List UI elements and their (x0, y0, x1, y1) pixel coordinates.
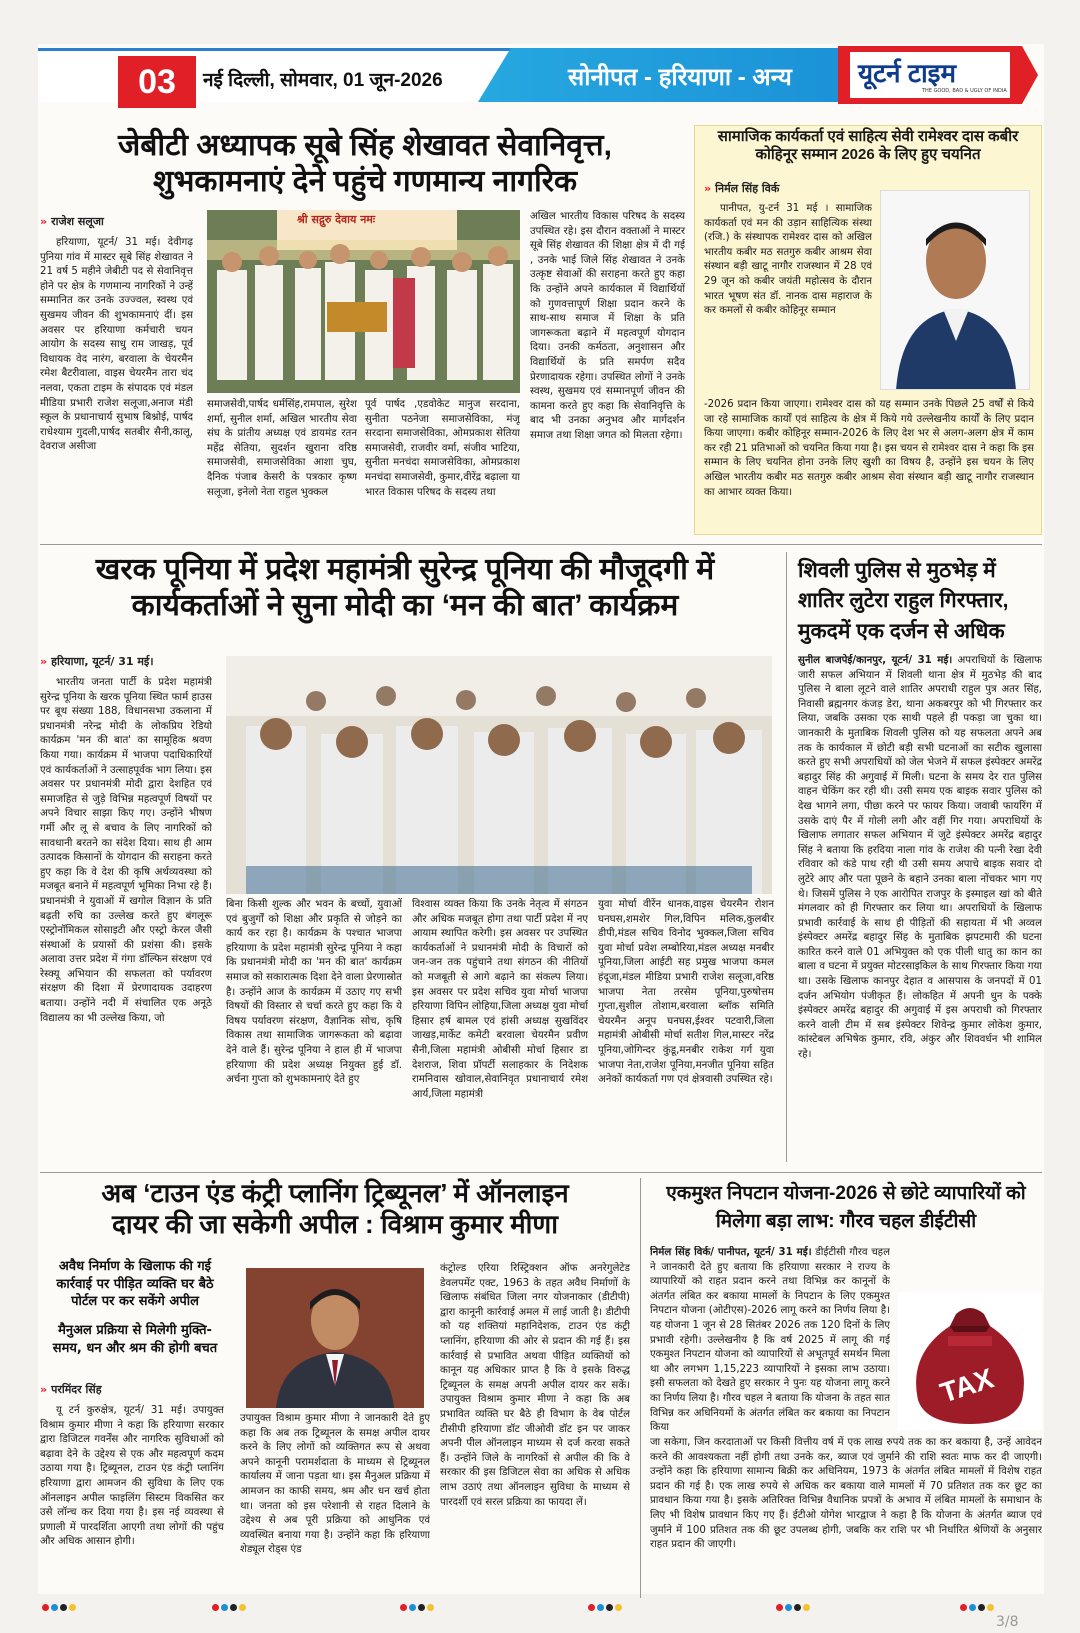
story1-col2: समाजसेवी,पार्षद धर्मसिंह,रामपाल, सुरेश शर्मा, सुनील शर्मा, अखिल भारतीय सेवा संघ के प्रांतीय अध्यक्ष एवं डायमंड रतन महेंद्र सेतिया, सुदर्शन खुराना वरिष्ठ समाजसेवी, समाजसेविका आशा चुघ, दैनिक पंजाब केसरी के पत्रकार कृष्ण सलूजा, इनेलो नेता राहुल भुक्कल (207, 399, 357, 498)
story5-subheading-1: अवैध निर्माण के खिलाफ की गई कार्रवाई पर पीड़ित व्यक्ति घर बैठे पोर्टल पर कर सकेंगे अपील (56, 1259, 214, 1310)
story4-body: सुनील बाजपेई/कानपुर, यूटर्न/ 31 मई। अपराधियों के खिलाफ जारी सफल अभियान में शिवली थाना क्षेत्र में मुठभेड़ की बाद पुलिस ने बाला लूटने वाले शातिर अपराधी राहुल पुत्र अतर सिंह, निवासी ब्रह्मनगर कंजड़ डेरा, थाना अकबरपुर को भी गिरफ्तार कर लिया, जबकि उसका एक साथी पहले ही पकड़ा जा चुका था। जानकारी के मुताबिक शिवली पुलिस को यह सफलता अपने अब तक के कार्यकाल में छोटी बड़ी सभी घटनाओं का सटीक खुलासा करते हुए सभी अपराधियों को जेल भेजने में सफल इंस्पेक्टर अमरेंद्र बहादुर सिंह की अगुवाई में मिली। घटना के समय देर रात पुलिस वाहन चेकिंग कर रही थी। उसी समय एक बाइक सवार पुलिस को देख भागने लगा, पीछा करने पर फायर किया। जवाबी फायरिंग में उसके दाएं पैर में गोली लगी और वहीं गिर गया। अपराधियों के खिलाफ लगातार सफल अभियान में जुटे इंस्पेक्टर अमरेंद्र बहादुर सिंह ने बताया कि हरदिया नाला गांव के राजेश की पत्नी रेखा देवी रविवार को कंडे पाथ रही थी उसी समय अपाचे बाइक सवार दो लुटेरे आए और पता पूछने के बहाने उनका बाला नोंचकर भाग गए थे। जिसमें पुलिस ने एक आरोपित राजपुर के इस्माइल खां को बीते मंगलवार को ही गिरफ्तार कर लिया था। अपराधियों के खिलाफ प्रभावी कार्रवाई के साथ ही पीड़ितों की सहायता में भी अव्वल इंस्पेक्टर अमरेंद्र बहादुर सिंह के मुताबिक झपटमारी की घटना कारित करने वाले 01 अभियुक्त को एक पीली धातु का कान का बाला व घटना में प्रयुक्त मोटरसाइकिल के साथ गिरफ्तार किया गया था। उसके खिलाफ कानपुर देहात व आसपास के जनपदों में 01 दर्जन अभियोग पंजीकृत हैं। लोकहित में अपनी धुन के पक्के इंस्पेक्टर अमरेंद्र बहादुर की अगुवाई में इस अपराधी को गिरफ्तार करने वाली टीम में सब इंस्पेक्टर शिवेन्द्र कुमार लोकेश कुमार, कांस्टेबल अभिषेक कुमार, रवि, अंकुर और शिववर्धन भी शामिल रहे। (798, 655, 1042, 1061)
story6-body-top: निर्मल सिंह विर्क/ पानीपत, यूटर्न/ 31 मई। डीईटीसी गौरव चहल ने जानकारी देते हुए बताया कि हरियाणा सरकार ने राज्य के व्यापारियों को राहत प्रदान करने तथा विभिन्न कर कानूनों के अंतर्गत लंबित कर बकाया मामलों के निपटान के लिए एकमुश्त निपटान योजना (ओटीएस)-2026 लागू करने का निर्णय लिया है। यह योजना 1 जून से 28 सितंबर 2026 तक 120 दिनों के लिए प्रभावी रहेगी। उल्लेखनीय है कि वर्ष 2025 में लागू की गई एकमुश्त निपटान योजना को व्यापारियों से अभूतपूर्व समर्थन मिला था और लगभग 1,15,223 व्यापारियों ने इसका लाभ उठाया। इसी सफलता को देखते हुए सरकार ने पुनः यह योजना लागू करने का निर्णय लिया है। गौरव चहल ने बताया कि योजना के तहत सात विभिन्न कर अधिनियमों के अंतर्गत लंबित कर बकाया का निपटान किया (650, 1247, 890, 1434)
brand-logo: यूटर्न टाइम (858, 58, 956, 88)
story2-col-top: पानीपत, यु-टर्न 31 मई । सामाजिक कार्यकर्ता एवं मन की उड़ान साहित्यिक संस्था (रजि.) के संस्थापक रामेश्वर दास को अखिल भारतीय कबीर मठ सतगुरु कबीर आश्रम सेवा संस्थान बड़ी खाटू नागौर राजस्थान में 28 एवं 29 जून को कबीर जयंती महोत्सव के दौरान भारत भूषण संत डॉ. नानक दास महाराज के कर कमलों से कबीर कोहिनूर सम्मान (704, 203, 872, 317)
story1-byline: » राजेश सलूजा (40, 215, 104, 228)
story3-headline: खरक पूनिया में प्रदेश महामंत्री सुरेन्द्र पूनिया की मौजूदगी में कार्यकर्ताओं ने सुना मोदी का ‘मन की बात’ कार्यक्रम (95, 553, 715, 622)
tax-label: TAX (936, 1362, 998, 1409)
story3-col4: युवा मोर्चा वीरेंन धानक,वाइस चेयरमैन रोशन घनघस,शमशेर गिल,विपिन मलिक,कुलबीर डीपी,मंडल सचिव विनोद भुक्कल,जिला सचिव युवा मोर्चा प्रवेश लम्बोरिया,मंडल अध्यक्ष मनबीर पूनिया,जिला आईटी सह प्रमुख भाजपा कमल हंदूजा,मंडल मीडिया प्रभारी राजेश सलूजा,वरिष्ठ भाजपा नेता तरसेम पूनिया,पुरुषोत्तम गुप्ता,सुशील तोशाम,बरवाला ब्लॉक समिति चेयरमैन अनूप घनघस,ईश्वर पटवारी,जिला महामंत्री ओबीसी मोर्चा सतीश गिल,मास्टर नरेंद्र पूनिया,जोगिन्दर कुंडू,मनबीर राकेश गर्ग युवा भाजपा नेता,राजेश पूनिया,मनजीत पूनिया सहित अनेकों कार्यकर्ता गण एवं क्षेत्रवासी उपस्थित रहे। (598, 899, 774, 1086)
story6-tax-image (898, 1292, 1042, 1430)
story3-col2: बिना किसी शुल्क और भवन के बच्चों, युवाओं एवं बुजुर्गों को शिक्षा और प्रकृति से जोड़ने का कार्य कर रहा है। कार्यक्रम के पश्चात भाजपा हरियाणा के प्रदेश महामंत्री सुरेन्द्र पूनिया ने कहा कि प्रधानमंत्री मोदी का 'मन की बात' कार्यक्रम समाज को सकारात्मक दिशा देने वाला प्रेरणास्रोत है। उन्होंने आज के कार्यक्रम में उठाए गए सभी विषयों की विस्तार से चर्चा करते हुए कहा कि ये विषय पर्यावरण संरक्षण, वैज्ञानिक सोच, कृषि विकास तथा सामाजिक जागरूकता को बढ़ावा देने वाले हैं। सुरेन्द्र पूनिया ने हाल ही में भाजपा हरियाणा की प्रदेश अध्यक्ष नियुक्त हुई डॉ. अर्चना गुप्ता को शुभकामनाएं देते हुए (226, 899, 402, 1086)
story5-col1: यू टर्न कुरुक्षेत्र, यूटर्न/ 31 मई। उपायुक्त विश्राम कुमार मीणा ने कहा कि हरियाणा सरकार द्वारा डिजिटल गवर्नेंस और नागरिक सुविधाओं को बढ़ावा देने के उद्देश्य से एक और महत्वपूर्ण कदम उठाया गया है। ट्रिब्यूनल, टाउन एंड कंट्री प्लानिंग हरियाणा द्वारा आमजन की सुविधा के लिए एक ऑनलाइन अपील फाइलिंग सिस्टम विकसित कर उसे लॉन्च कर दिया गया है। इस नई व्यवस्था से प्रणाली में पारदर्शिता आएगी तथा लोगों की पहुंच और अधिक आसान होगी। (40, 1405, 224, 1548)
registration-marks (42, 1604, 78, 1614)
story5-byline: » परमिंदर सिंह (40, 1383, 102, 1396)
story3-photo (226, 656, 772, 894)
story5-subheading-2: मैनुअल प्रक्रिया से मिलेगी मुक्ति- समय, धन और श्रम की होगी बचत (52, 1323, 218, 1356)
story5-headline: अब ‘टाउन एंड कंट्री प्लानिंग ट्रिब्यूनल’ में ऑनलाइन दायर की जा सकेगी अपील : विश्राम कुमार मीणा (101, 1178, 569, 1240)
story3-col3: विश्वास व्यक्त किया कि उनके नेतृत्व में संगठन और अधिक मजबूत होगा तथा पार्टी प्रदेश में नए आयाम स्थापित करेगी। इस अवसर पर उपस्थित कार्यकर्ताओं ने प्रधानमंत्री मोदी के विचारों को जन-जन तक पहुंचाने तथा संगठन की नीतियों को मजबूती से आगे बढ़ाने का संकल्प लिया। इस अवसर पर प्रदेश सचिव युवा मोर्चा भाजपा हरियाणा विपिन लोहिया,जिला अध्यक्ष युवा मोर्चा हिसार हर्ष बामल एवं हांसी अध्यक्ष सुखविंदर जाखड़,मार्केट कमेटी बरवाला चेयरमैन प्रवीण सैनी,जिला महामंत्री ओबीसी मोर्चा हिसार डा देशराज, शिवा प्रॉपर्टी सलाहकार के निदेशक रामनिवास खोवाल,सेवानिवृत प्रधानाचार्य रमेश आर्य,जिला महामंत्री (412, 899, 588, 1100)
story3-col1: भारतीय जनता पार्टी के प्रदेश महामंत्री सुरेन्द्र पूनिया के खरक पूनिया स्थित फार्म हाउस पर बूथ संख्या 188, विधानसभा उकलाना में प्रधानमंत्री नरेन्द्र मोदी के लोकप्रिय रेडियो कार्यक्रम 'मन की बात' का सामूहिक श्रवण किया गया। कार्यक्रम में भाजपा पदाधिकारियों एवं कार्यकर्ताओं ने उत्साहपूर्वक भाग लिया। इस अवसर पर प्रधानमंत्री मोदी द्वारा देशहित एवं समाजहित से जुड़े विभिन्न महत्वपूर्ण विषयों पर अपने विचार साझा किए गए। उन्होंने भीषण गर्मी और लू से बचाव के लिए नागरिकों को सावधानी बरतने का संदेश दिया। साथ ही आम उत्पादक किसानों के योगदान की सराहना करते हुए कहा कि वे देश की कृषि अर्थव्यवस्था को मजबूत बनाने में महत्वपूर्ण भूमिका निभा रहे हैं। प्रधानमंत्री ने युवाओं में खगोल विज्ञान के प्रति बढ़ती रुचि का उल्लेख करते हुए बंगलूरू एस्ट्रोनॉमिकल सोसाइटी और एस्ट्रो केरल जैसी संस्थाओं के प्रयासों की प्रशंसा की। इसके अलावा उत्तर प्रदेश में गंगा डॉल्फिन संरक्षण एवं रेस्क्यू अभियान की सफलता को पर्यावरण संरक्षण की दिशा में प्रेरणादायक उदाहरण बताया। उन्होंने नदी में संचालित एक अनूठे विद्यालय का भी उल्लेख किया, जो (40, 677, 212, 1024)
story4-headline: शिवली पुलिस से मुठभेड़ में शातिर लुटेरा राहुल गिरफ्तार, मुकदमें एक दर्जन से अधिक (798, 559, 1009, 643)
masthead (38, 44, 1044, 106)
story3-byline: » हरियाणा, यूटर्न/ 31 मई। (40, 655, 154, 668)
story1-col1: हरियाणा, यूटर्न/ 31 मई। देवीगढ़ पुनिया गांव में मास्टर सूबे सिंह शेखावत ने 21 वर्ष 5 महीने जेबीटी पद से सेवानिवृत्त होने पर क्षेत्र के गणमान्य नागरिकों ने उन्हें सम्मानित कर उनके उज्ज्वल, स्वस्थ एवं सुखमय जीवन की शुभकामनाएं दीं। इस अवसर पर हरियाणा कर्मचारी चयन आयोग के सदस्य साधु राम जाखड़, पूर्व विधायक वेद नारंग, बरवाला के चेयरमैन रमेश बैटरीवाला, वाइस चेयरमैन तारा चंद नलवा, एकता टाइम के संपादक एवं मंडल मीडिया प्रभारी राजेश सलूजा,अनाज मंडी स्कूल के प्रधानाचार्य सुभाष बिश्नोई, पार्षद राधेश्याम गुदली,पार्षद सतबीर सैनी,कालू, देवराज असीजा (40, 237, 193, 453)
story1-headline: जेबीटी अध्यापक सूबे सिंह शेखावत सेवानिवृत्त, शुभकामनाएं देने पहुंचे गणमान्य नागरिक (118, 129, 612, 198)
story5-col2: उपायुक्त विश्राम कुमार मीणा ने जानकारी देते हुए कहा कि अब तक ट्रिब्यूनल के समक्ष अपील दायर करने के लिए लोगों को व्यक्तिगत रूप से अथवा अपने कानूनी परामर्शदाता के माध्यम से ट्रिब्यूनल कार्यालय में जाना पड़ता था। इस मैनुअल प्रक्रिया में आमजन का काफी समय, श्रम और धन खर्च होता था। जनता को इस परेशानी से राहत दिलाने के उद्देश्य से अब पूरी प्रक्रिया को आधुनिक एवं व्यवस्थित बनाया गया है। उन्होंने कहा कि हरियाणा शेड्यूल रोड्स एंड (240, 1413, 430, 1556)
section-title: सोनीपत - हरियाणा - अन्य (568, 64, 792, 91)
photo-banner-text: श्री सद्गुरु देवाय नमः (297, 213, 376, 226)
page-number: 03 (118, 56, 196, 108)
story2-headline: सामाजिक कार्यकर्ता एवं साहित्य सेवी रामेश्वर दास कबीर कोहिनूर सम्मान 2026 के लिए हुए चयनित (717, 128, 1019, 163)
story5-col3: कंट्रोल्ड एरिया रिस्ट्रिक्शन ऑफ अनरेगुलेटेड डेवलपमेंट एक्ट, 1963 के तहत अवैध निर्माणों के खिलाफ संबंधित जिला नगर योजनाकार (डीटीपी) द्वारा कानूनी कार्रवाई अमल में लाई जाती है। डीटीपी को यह शक्तियां महानिदेशक, टाउन एंड कंट्री प्लानिंग, हरियाणा की ओर से प्रदान की गई हैं। इस कार्रवाई से प्रभावित अथवा पीड़ित व्यक्तियों को कानून यह अधिकार प्राप्त है कि वे इसके विरुद्ध ट्रिब्यूनल के समक्ष अपनी अपील दायर कर सकें। उपायुक्त विश्राम कुमार मीणा ने कहा कि अब प्रभावित व्यक्ति घर बैठे ही विभाग के वेब पोर्टल टीसीपी हरियाणा डॉट जीओवी डॉट इन पर जाकर अपनी पील ऑनलाइन माध्यम से दर्ज करवा सकते हैं। उन्होंने जिले के नागरिकों से अपील की कि वे सरकार की इस डिजिटल सेवा का अधिक से अधिक लाभ उठाएं तथा ऑनलाइन सुविधा के माध्यम से पारदर्शी एवं सरल प्रक्रिया का फायदा लें। (440, 1263, 630, 1508)
story1-col3: पूर्व पार्षद ,एडवोकेट मानुज सरदाना, सुनीता पठनेजा समाजसेविका, मंजू सरदाना समाजसेविका, ओमप्रकाश सेतिया समाजसेवी, राजवीर वर्मा, संजीव भाटिया, सुनीता मनचंदा समाजसेविका, ओमप्रकाश मनचंदा समाजसेवी, कुमार,वीरेंद्र बढ़ाला या भारत विकास परिषद के सदस्य तथा (365, 399, 520, 498)
story2-byline: » निर्मल सिंह विर्क (704, 182, 780, 195)
story2-col-bottom: -2026 प्रदान किया जाएगा। रामेश्वर दास को यह सम्मान उनके पिछले 25 वर्षों से किये जा रहे सामाजिक कार्यों एवं साहित्य के क्षेत्र में किये गये उल्लेखनीय कार्यों के लिए प्रदान किया जाएगा। कबीर कोहिनूर सम्मान-2026 के लिए देश भर से अलग-अलग क्षेत्र में काम कर रही 21 प्रतिभाओं को चयनित किया गया है। इस चयन से रामेश्वर दास ने कहा कि इस सम्मान के लिए चयनित होना उनके लिए खुशी का विषय है, उन्होंने इस चयन के लिए अखिल भारतीय कबीर मठ सतगुरु कबीर आश्रम सेवा संस्थान बड़ी खाटू नागौर राजस्थान का आभार व्यक्त किया। (704, 399, 1034, 498)
story5-portrait (246, 1268, 424, 1408)
page-counter: 3/8 (996, 1614, 1019, 1630)
brand-tagline: THE GOOD, BAD & UGLY OF INDIA (922, 88, 1007, 94)
dateline: नई दिल्ली, सोमवार, 01 जून-2026 (203, 70, 443, 91)
story6-body-bottom: जा सकेगा, जिन करदाताओं पर किसी वित्तीय वर्ष में एक लाख रुपये तक का कर बकाया है, उन्हें आवेदन करने की आवश्यकता नहीं होगी तथा उनके कर, ब्याज एवं जुर्माने की राशि स्वतः माफ कर दी जाएगी। उन्होंने कहा कि हरियाणा सामान्य बिक्री कर अधिनियम, 1973 के अंतर्गत लंबित मामलों में विशेष राहत प्रदान की गई है। एक लाख रुपये से अधिक कर बकाया वाले मामलों में 70 प्रतिशत तक कर छूट का प्रावधान किया गया है। इसके अतिरिक्त विभिन्न वैधानिक प्रपत्रों के अभाव में लंबित मामलों के समाधान के लिए भी विशेष प्रावधान किए गए हैं। ईटीओ योगेश भारद्वाज ने कहा है कि योजना के अंतर्गत ब्याज एवं जुर्माने में 100 प्रतिशत तक की छूट उपलब्ध होगी, जबकि कर राशि पर भी निर्धारित श्रेणियों के अनुसार राहत प्रदान की जाएगी। (650, 1437, 1042, 1551)
story1-col4: अखिल भारतीय विकास परिषद के सदस्य उपस्थित रहे। इस दौरान वक्ताओं ने मास्टर सूबे सिंह शेखावत की शिक्षा क्षेत्र में दी गई , उनके भाई जिले सिंह शेखावत ने उनके उत्कृष्ट सेवाओं की सराहना करते हुए कहा कि उन्होंने अपने कार्यकाल में विद्यार्थियों को गुणवत्तापूर्ण शिक्षा प्रदान करने के साथ-साथ समाज में शिक्षा के प्रति जागरूकता बढ़ाने में महत्वपूर्ण योगदान दिया। उनकी कर्मठता, अनुशासन और विद्यार्थियों के प्रति समर्पण सदैव प्रेरणादायक रहेगा। उपस्थित लोगों ने उनके स्वस्थ, सुखमय एवं सम्मानपूर्ण जीवन की कामना करते हुए कहा कि सेवानिवृत्ति के बाद भी उनका अनुभव और मार्गदर्शन समाज तथा शिक्षा जगत को मिलता रहेगा। (530, 211, 685, 441)
story1-photo (207, 210, 520, 393)
story2-portrait (880, 190, 1030, 390)
story6-headline: एकमुश्त निपटान योजना-2026 से छोटे व्यापारियों को मिलेगा बड़ा लाभ: गौरव चहल डीईटीसी (666, 1183, 1026, 1232)
